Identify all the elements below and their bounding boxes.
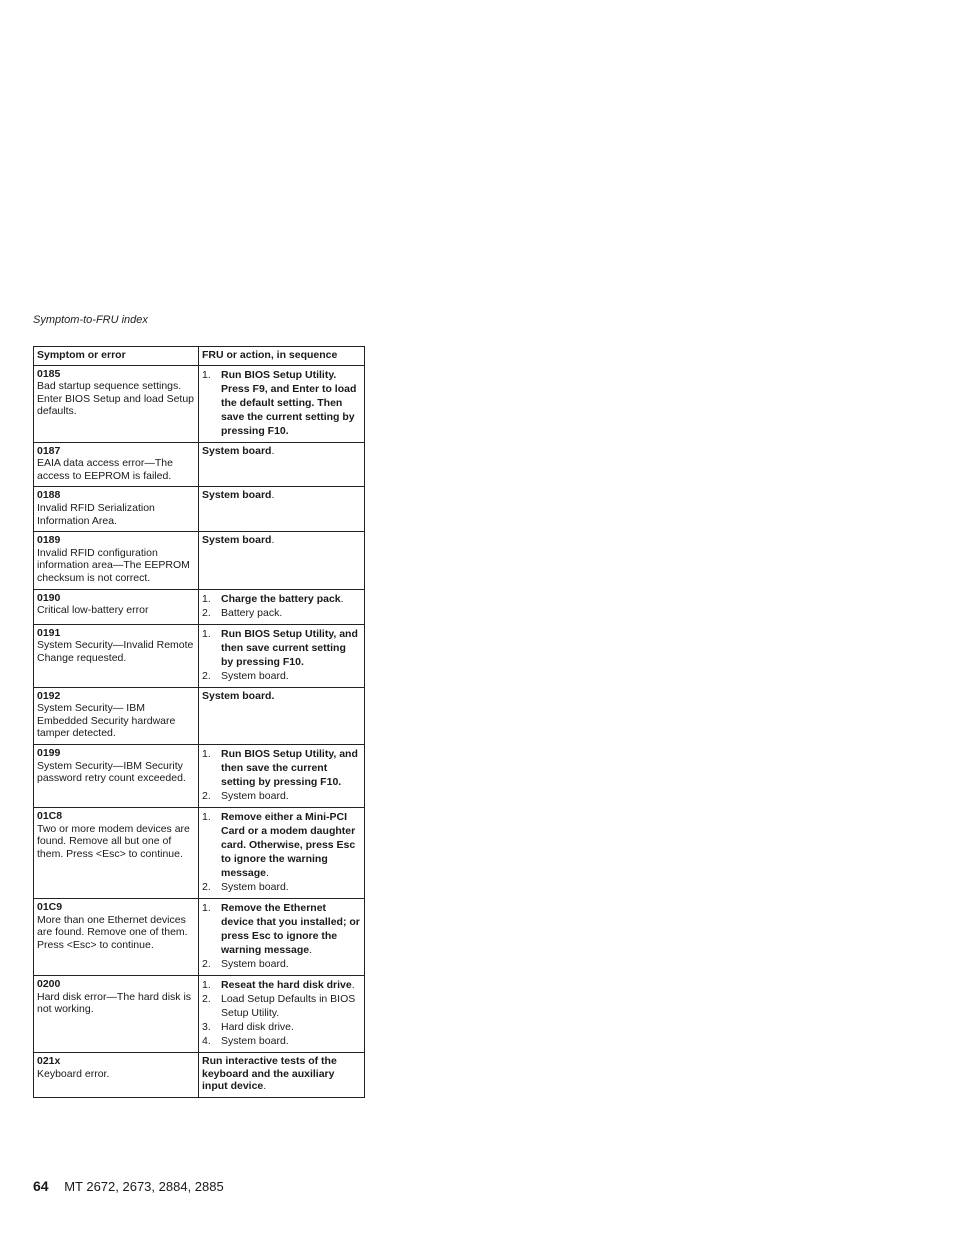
- header-symptom: Symptom or error: [34, 347, 199, 366]
- fru-action-cell: [199, 975, 365, 1052]
- step-action-text: Hard disk drive.: [221, 1020, 294, 1033]
- step-number: 4.: [202, 1034, 211, 1047]
- fru-action-cell: [199, 807, 365, 898]
- action-step: [202, 978, 361, 992]
- symptom-cell: [34, 744, 199, 807]
- fru-action-cell: [199, 532, 365, 589]
- error-code: 0190: [37, 591, 61, 604]
- step-action-text: .: [351, 978, 355, 991]
- running-head: Symptom-to-FRU index: [33, 314, 148, 326]
- step-action-text: System board.: [221, 1034, 289, 1047]
- symptom-cell: [34, 975, 199, 1052]
- error-code: 0192: [37, 689, 61, 702]
- step-action-text: System board.: [221, 880, 289, 893]
- symptom-cell: [34, 442, 199, 487]
- step-number: 1.: [202, 592, 211, 605]
- action-bold: System board.: [202, 689, 275, 702]
- action-step: [202, 592, 361, 606]
- fru-action-cell: [199, 624, 365, 687]
- symptom-cell: [34, 898, 199, 975]
- fru-action-cell: [199, 442, 365, 487]
- action-step: [202, 368, 361, 438]
- step-number: 1.: [202, 810, 211, 823]
- error-code: 0185: [37, 367, 61, 380]
- table-body: [34, 365, 365, 1097]
- table-row: [34, 687, 365, 744]
- page-footer: [33, 1178, 224, 1194]
- step-number: 1.: [202, 627, 211, 640]
- action-step: [202, 992, 361, 1020]
- header-fru-action: FRU or action, in sequence: [199, 347, 365, 366]
- error-code: 0189: [37, 534, 61, 547]
- table-row: [34, 1052, 365, 1097]
- table-row: [34, 589, 365, 624]
- step-action-bold: Reseat the hard disk drive: [221, 978, 352, 991]
- fru-action-cell: [199, 744, 365, 807]
- fru-action-cell: [199, 365, 365, 442]
- symptom-cell: [34, 687, 199, 744]
- action-steps: [202, 592, 361, 620]
- action-text: .: [271, 489, 275, 502]
- action-step: [202, 627, 361, 669]
- symptom-cell: [34, 532, 199, 589]
- symptom-cell: [34, 807, 199, 898]
- error-description: Critical low-battery error: [37, 604, 149, 617]
- action-bold: System board: [202, 489, 272, 502]
- error-code: 0200: [37, 977, 61, 990]
- table-row: [34, 807, 365, 898]
- action-steps: [202, 978, 361, 1048]
- step-action-text: .: [340, 592, 344, 605]
- fru-action-cell: [199, 487, 365, 532]
- symptom-to-fru-table: [33, 346, 365, 1098]
- error-description: Bad startup sequence settings. Enter BIOS Setup and load Setup defaults.: [37, 380, 195, 418]
- symptom-cell: [34, 365, 199, 442]
- symptom-cell: [34, 1052, 199, 1097]
- table-row: [34, 487, 365, 532]
- error-code: 0191: [37, 626, 61, 639]
- step-number: 1.: [202, 901, 211, 914]
- step-number: 1.: [202, 978, 211, 991]
- step-number: 2.: [202, 669, 211, 682]
- error-description: Invalid RFID configuration information area—The EEPROM checksum is not correct.: [37, 546, 190, 584]
- action-steps: [202, 368, 361, 438]
- table-header-row: [34, 347, 365, 366]
- fru-action-cell: [199, 1052, 365, 1097]
- action-bold: System board: [202, 534, 272, 547]
- error-description: System Security—Invalid Remote Change requested.: [37, 639, 194, 664]
- table-row: [34, 898, 365, 975]
- table-row: [34, 744, 365, 807]
- step-action-text: System board.: [221, 957, 289, 970]
- step-action-text: Battery pack.: [221, 606, 283, 619]
- step-action-text: System board.: [221, 789, 289, 802]
- step-action-bold: Run BIOS Setup Utility, and then save the current setting by pressing F10.: [221, 747, 358, 788]
- symptom-cell: [34, 624, 199, 687]
- action-text: .: [271, 534, 275, 547]
- action-text: .: [271, 444, 275, 457]
- step-action-bold: Run BIOS Setup Utility. Press F9, and Enter to load the default setting. Then save the current setting by pressing F10.: [221, 368, 357, 437]
- error-description: More than one Ethernet devices are found. Remove one of them. Press <Esc> to continue.: [37, 913, 188, 951]
- fru-action-cell: [199, 589, 365, 624]
- symptom-cell: [34, 589, 199, 624]
- error-code: 0188: [37, 489, 61, 502]
- page-number: 64: [33, 1178, 49, 1194]
- footer-title: MT 2672, 2673, 2884, 2885: [64, 1179, 224, 1194]
- error-description: System Security—IBM Security password retry count exceeded.: [37, 759, 186, 785]
- step-action-text: .: [265, 866, 269, 879]
- action-steps: [202, 901, 361, 971]
- action-steps: [202, 747, 361, 803]
- table-row: [34, 365, 365, 442]
- step-number: 2.: [202, 992, 211, 1005]
- step-action-bold: Run BIOS Setup Utility, and then save current setting by pressing F10.: [221, 627, 358, 668]
- action-step: [202, 606, 361, 620]
- symptom-cell: [34, 487, 199, 532]
- error-description: Two or more modem devices are found. Remove all but one of them. Press <Esc> to continue.: [37, 822, 190, 860]
- error-code: 0199: [37, 746, 61, 759]
- step-action-bold: Charge the battery pack: [221, 592, 341, 605]
- action-bold: System board: [202, 444, 272, 457]
- table-row: [34, 975, 365, 1052]
- table-row: [34, 532, 365, 589]
- error-code: 021x: [37, 1054, 61, 1067]
- error-description: Keyboard error.: [37, 1067, 110, 1080]
- error-description: Invalid RFID Serialization Information Area.: [37, 501, 155, 527]
- error-description: Hard disk error—The hard disk is not working.: [37, 990, 192, 1016]
- step-number: 2.: [202, 606, 211, 619]
- action-step: [202, 789, 361, 803]
- error-description: EAIA data access error—The access to EEPROM is failed.: [37, 457, 173, 482]
- error-code: 0187: [37, 444, 61, 457]
- action-bold: Run interactive tests of the keyboard and the auxiliary input device: [202, 1054, 337, 1093]
- fru-action-cell: [199, 687, 365, 744]
- action-steps: [202, 810, 361, 894]
- error-code: 01C9: [37, 900, 63, 913]
- step-number: 2.: [202, 957, 211, 970]
- error-code: 01C8: [37, 809, 63, 822]
- action-step: [202, 901, 361, 957]
- step-action-bold: Remove either a Mini-PCI Card or a modem daughter card. Otherwise, press Esc to ignore the warning message: [221, 810, 356, 879]
- step-number: 3.: [202, 1020, 211, 1033]
- action-step: [202, 810, 361, 880]
- action-step: [202, 880, 361, 894]
- step-action-text: System board.: [221, 669, 289, 682]
- step-number: 1.: [202, 368, 211, 381]
- action-text: .: [263, 1080, 267, 1093]
- step-action-text: Load Setup Defaults in BIOS Setup Utility.: [221, 992, 356, 1019]
- action-step: [202, 669, 361, 683]
- error-description: System Security— IBM Embedded Security hardware tamper detected.: [37, 702, 176, 740]
- fru-action-cell: [199, 898, 365, 975]
- step-action-bold: Remove the Ethernet device that you installed; or press Esc to ignore the warning message: [221, 901, 360, 956]
- action-steps: [202, 627, 361, 683]
- action-step: [202, 747, 361, 789]
- step-action-text: .: [309, 943, 313, 956]
- table-row: [34, 442, 365, 487]
- step-number: 1.: [202, 747, 211, 760]
- action-step: [202, 1034, 361, 1048]
- table-row: [34, 624, 365, 687]
- step-number: 2.: [202, 789, 211, 802]
- step-number: 2.: [202, 880, 211, 893]
- action-step: [202, 1020, 361, 1034]
- action-step: [202, 957, 361, 971]
